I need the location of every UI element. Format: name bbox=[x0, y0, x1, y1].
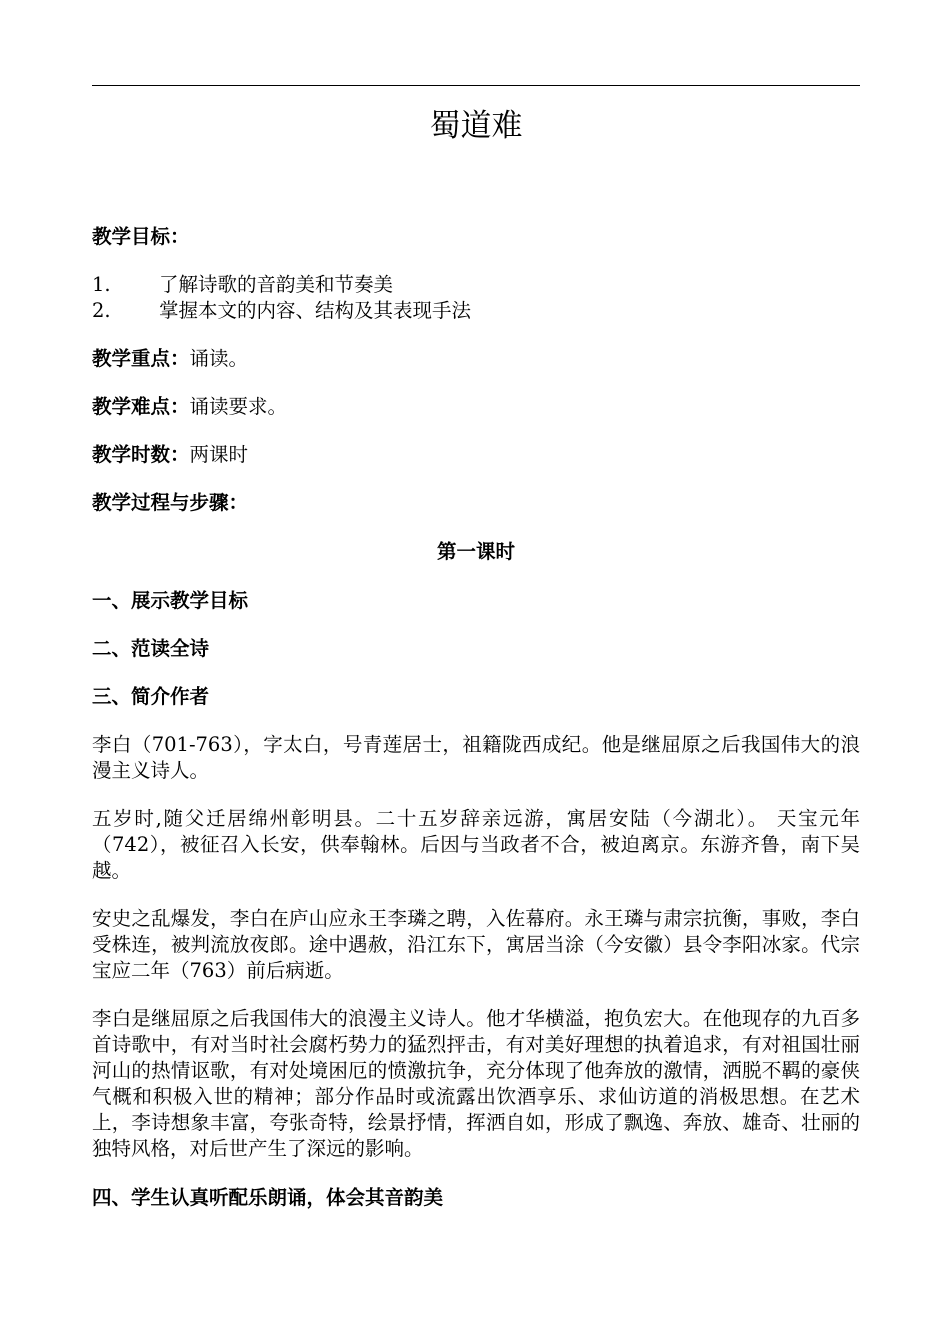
key-point-value: 诵读。 bbox=[189, 347, 249, 370]
objective-text: 掌握本文的内容、结构及其表现手法 bbox=[159, 299, 472, 322]
paragraph-text: 五岁时,随父迁居绵州彰明县。二十五岁辞亲远游，寓居安陆（今湖北）。 天宝元年（742），被征召入长安，供奉翰林。后因与当政者不合，被迫离京。东游齐鲁，南下吴越。 bbox=[92, 807, 860, 882]
difficulty-value: 诵读要求。 bbox=[189, 395, 288, 418]
objective-number: 2. bbox=[92, 299, 111, 322]
hours-label: 教学时数： bbox=[92, 443, 190, 466]
hours-line bbox=[92, 442, 860, 468]
author-paragraph-3 bbox=[92, 906, 860, 984]
process-heading: 教学过程与步骤： bbox=[92, 491, 249, 514]
paragraph-text: 安史之乱爆发，李白在庐山应永王李璘之聘，入佐幕府。永王璘与肃宗抗衡，事败，李白受株连，被判流放夜郎。途中遇赦，沿江东下，寓居当涂（今安徽）县令李阳冰家。代宗宝应二年（763）前后病逝。 bbox=[92, 907, 860, 982]
difficulty-label: 教学难点： bbox=[92, 395, 190, 418]
section-heading-4: 四、学生认真听配乐朗诵，体会其音韵美 bbox=[92, 1186, 444, 1209]
document-title: 蜀道难 bbox=[429, 108, 523, 144]
difficulty-line bbox=[92, 394, 860, 420]
key-point-line bbox=[92, 346, 860, 372]
key-point-label: 教学重点： bbox=[92, 347, 190, 370]
paragraph-text: 李白是继屈原之后我国伟大的浪漫主义诗人。他才华横溢，抱负宏大。在他现存的九百多首诗歌中，有对当时社会腐朽势力的猛烈抨击，有对美好理想的执着追求，有对祖国壮丽河山的热情讴歌，有对处境困厄的愤激抗争，充分体现了他奔放的激情，洒脱不羁的豪侠气概和积极入世的精神；部分作品时或流露出饮酒享乐、求仙访道的消极思想。在艺术上，李诗想象丰富，夸张奇特，绘景抒情，挥洒自如，形成了飘逸、奔放、雄奇、壮丽的独特风格，对后世产生了深远的影响。 bbox=[92, 1007, 860, 1160]
objective-item-2 bbox=[92, 298, 471, 324]
objective-item-1 bbox=[92, 272, 393, 298]
author-paragraph-2 bbox=[92, 806, 860, 884]
objective-number: 1. bbox=[92, 273, 111, 296]
lesson-heading: 第一课时 bbox=[436, 540, 515, 563]
objective-text: 了解诗歌的音韵美和节奏美 bbox=[159, 273, 394, 296]
author-paragraph-1 bbox=[92, 732, 860, 784]
objectives-heading: 教学目标： bbox=[92, 225, 190, 248]
paragraph-text: 李白（701-763），字太白，号青莲居士，祖籍陇西成纪。他是继屈原之后我国伟大的浪漫主义诗人。 bbox=[92, 733, 860, 782]
header-rule bbox=[92, 85, 860, 86]
section-heading-2: 二、范读全诗 bbox=[92, 637, 210, 660]
section-heading-3: 三、简介作者 bbox=[92, 685, 210, 708]
hours-value: 两课时 bbox=[189, 443, 249, 466]
section-heading-1: 一、展示教学目标 bbox=[92, 589, 249, 612]
author-paragraph-4 bbox=[92, 1006, 860, 1162]
